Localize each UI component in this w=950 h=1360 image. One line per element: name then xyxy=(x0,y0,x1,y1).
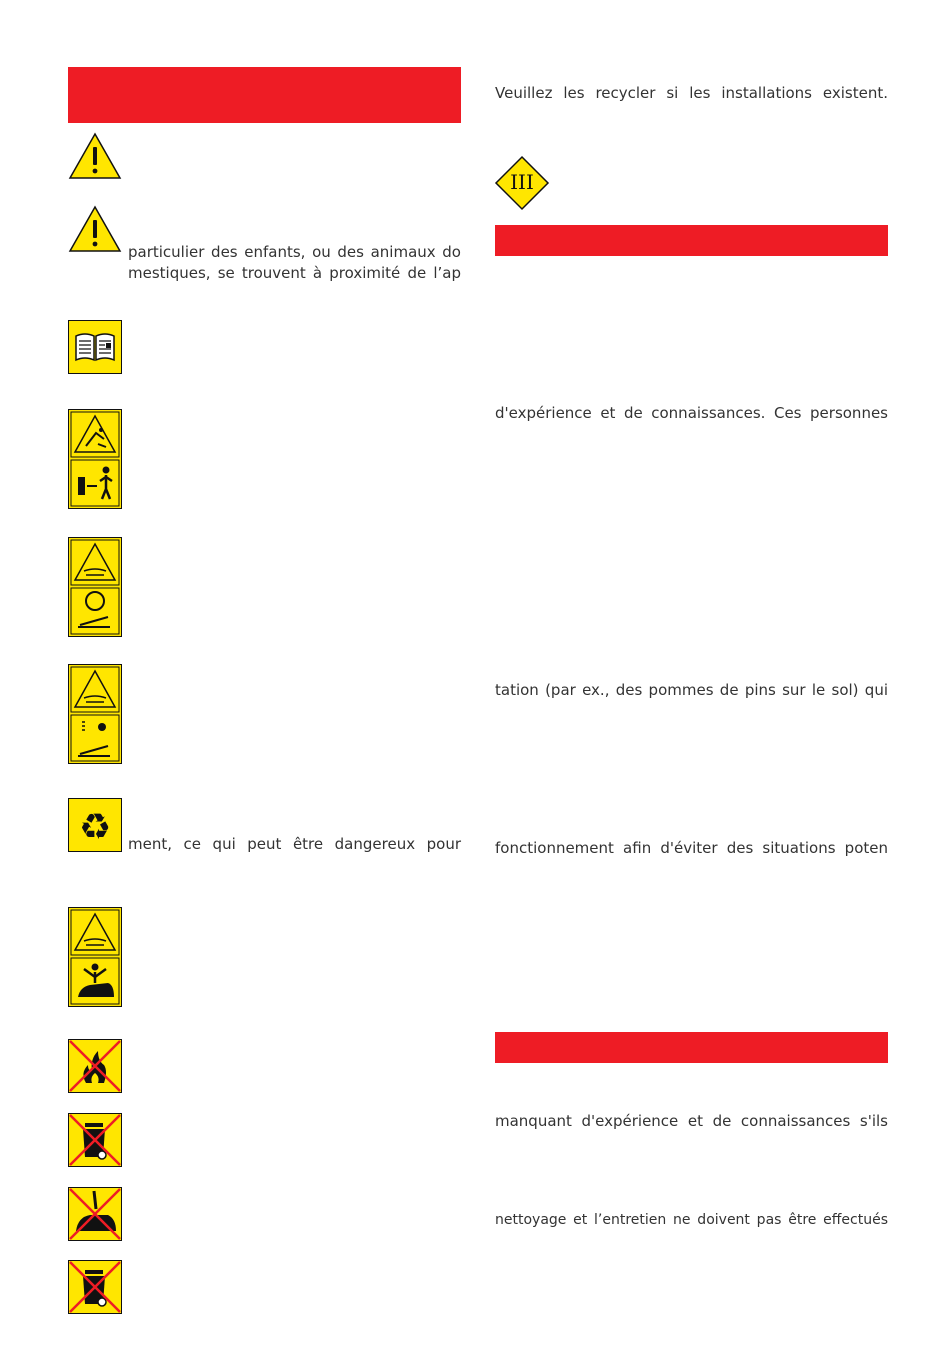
cleaning-text-line: nettoyage et l’entretien ne doivent pas être effectués xyxy=(495,1212,888,1228)
recycle-text-line: Veuillez les recycler si les installations existent. xyxy=(495,84,888,102)
read-manual-icon xyxy=(68,320,122,374)
section-heading-bar xyxy=(495,1032,888,1063)
no-fire-icon xyxy=(68,1039,122,1093)
blade-hazard-no-passengers-icon xyxy=(68,907,122,1007)
pine-cones-text-line: tation (par ex., des pommes de pins sur le sol) qui xyxy=(495,681,888,699)
environment-text-line: ment, ce qui peut être dangereux pour xyxy=(128,835,461,853)
section-heading-bar xyxy=(495,225,888,256)
warning-triangle-icon xyxy=(68,205,122,253)
no-fuel-filling-icon xyxy=(68,1187,122,1241)
section-heading-bar xyxy=(68,67,461,123)
blade-hazard-stop-engine-icon xyxy=(68,537,122,637)
warning-text-line: particulier des enfants, ou des animaux do xyxy=(128,243,461,261)
recycle-icon xyxy=(68,798,122,852)
no-household-waste-icon xyxy=(68,1260,122,1314)
svg-text:♻: ♻ xyxy=(78,807,112,848)
no-trash-bin-icon xyxy=(68,1113,122,1167)
warning-triangle-icon xyxy=(68,132,122,180)
projectile-hazard-keep-distance-icon xyxy=(68,409,122,509)
class-iii-symbol-label: III xyxy=(510,170,534,194)
warning-text-line: mestiques, se trouvent à proximité de l’ap xyxy=(128,264,461,282)
experience-text-line: d'expérience et de connaissances. Ces personnes xyxy=(495,404,888,422)
potential-text-line: fonctionnement afin d'éviter des situations poten xyxy=(495,839,888,857)
blade-hazard-remove-spark-plug-icon xyxy=(68,664,122,764)
lacking-experience-text-line: manquant d'expérience et de connaissances s'ils xyxy=(495,1112,888,1130)
